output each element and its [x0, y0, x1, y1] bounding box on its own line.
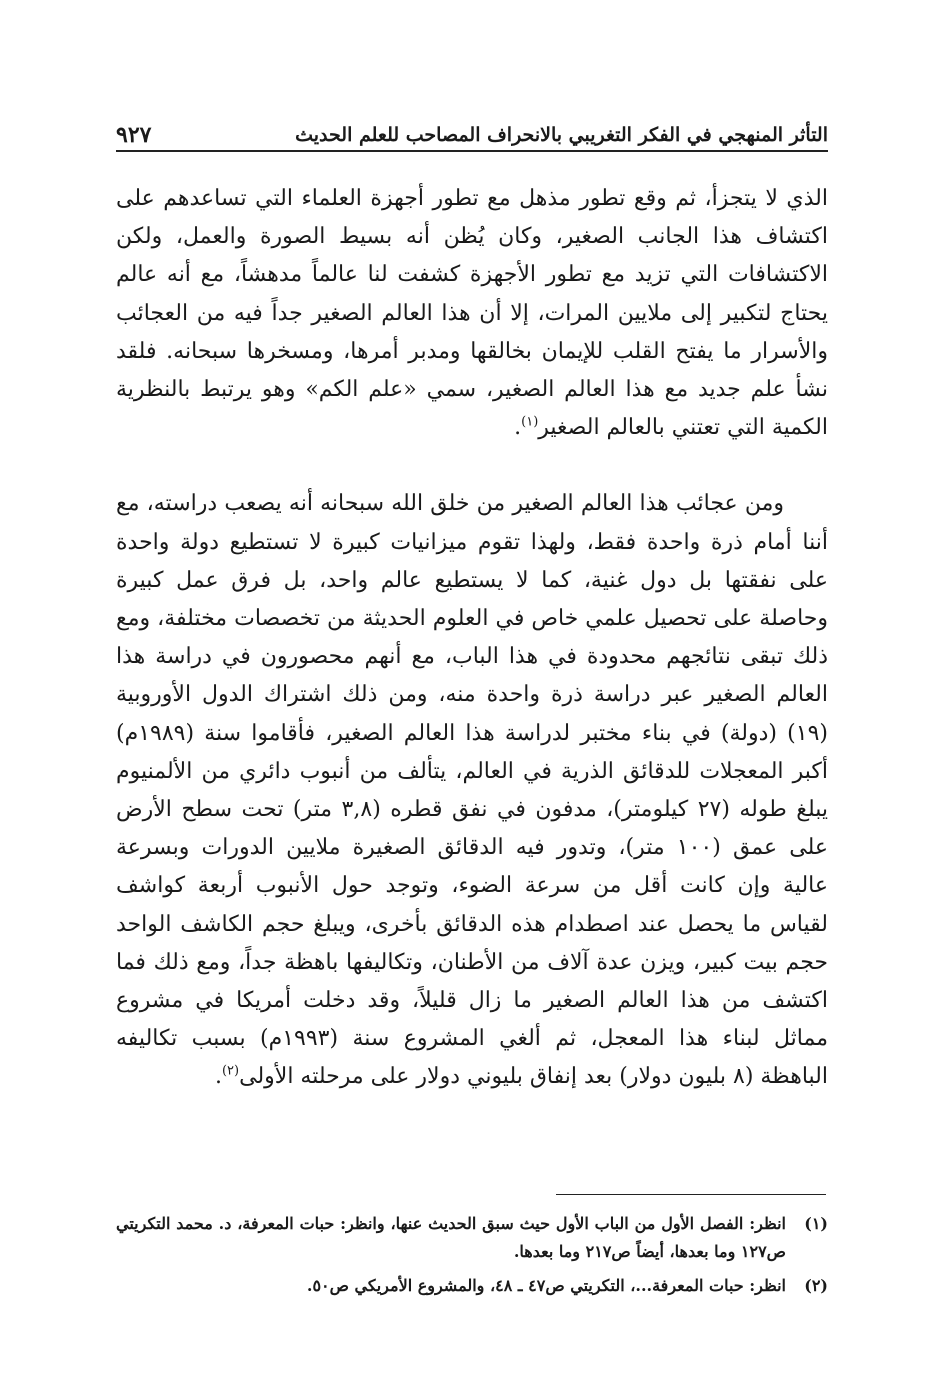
footnote-2: [116, 1272, 828, 1300]
footnote-ref-2: (٢): [221, 1064, 240, 1080]
footnote-1-number: (١): [804, 1214, 828, 1233]
paragraph-1-text: الذي لا يتجزأ، ثم وقع تطور مذهل مع تطور أجهزة العلماء التي تساعدهم على اكتشاف هذا الجانب الصغير، وكان يُظن أنه بسيط الصورة والعمل، ولكن الاكتشافات التي تزيد مع تطور الأجهزة كشفت لنا عالماً مدهشاً، مع أنه عالم يحتاج لتكبير إلى ملايين المرات، إلا أن هذا العالم الصغير جداً فيه من العجائب والأسرار ما يفتح القلب للإيمان بخالقها ومدبر أمرها، ومسخرها سبحانه. فلقد نشأ علم جديد مع هذا العالم الصغير، سمي «علم الكم» وهو يرتبط بالنظرية الكمية التي تعتني بالعالم الصغير: [116, 186, 828, 441]
footnote-1-text: انظر: الفصل الأول من الباب الأول حيث سبق الحديث عنها، وانظر: حبات المعرفة، د. محمد التكريتي ص١٢٧ وما بعدها، أيضاً ص٢١٧ وما بعدها.: [116, 1214, 786, 1261]
paragraph-1: [116, 180, 828, 447]
footnote-1: [116, 1210, 828, 1266]
paragraph-2: [116, 485, 828, 1096]
paragraph-2-end: .: [214, 1064, 222, 1090]
header-rule: [116, 150, 828, 152]
paragraph-2-text: ومن عجائب هذا العالم الصغير من خلق الله سبحانه أنه يصعب دراسته، مع أننا أمام ذرة واحدة فقط، ولهذا تقوم ميزانيات كبيرة لا تستطيع دولة واحدة على نفقتها بل دول غنية، كما لا يستطيع عالم واحد، بل فرق عمل كبيرة وحاصلة على تحصيل علمي خاص في العلوم الحديثة من تخصصات مختلفة، ومع ذلك تبقى نتائجهم محدودة في هذا الباب، مع أنهم محصورون في دراسة هذا العالم الصغير عبر دراسة ذرة واحدة منه، ومن ذلك اشتراك الدول الأوروبية (١٩) (دولة) في بناء مختبر لدراسة هذا العالم الصغير، فأقاموا سنة (١٩٨٩م) أكبر المعجلات للدقائق الذرية في العالم، يتألف من أنبوب دائري من الألمنيوم يبلغ طوله (٢٧ كيلومتر)، مدفون في نفق قطره (٣,٨ متر) تحت سطح الأرض على عمق (١٠٠ متر)، وتدور فيه الدقائق الصغيرة ملايين الدورات وبسرعة عالية وإن كانت أقل من سرعة الضوء، وتوجد حول الأنبوب أربعة كواشف لقياس ما يحصل عند اصطدام هذه الدقائق بأخرى، ويبلغ حجم الكاشف الواحد حجم بيت كبير، ويزن عدة آلاف من الأطنان، وتكاليفها باهظة جداً، ومع ذلك فما اكتشف من هذا العالم الصغير ما زال قليلاً، وقد دخلت أمريكا في مشروع مماثل لبناء هذا المعجل، ثم ألغي المشروع سنة (١٩٩٣م) بسبب تكاليفه الباهظة (٨ بليون دولار) بعد إنفاق بليوني دولار على مرحلته الأولى: [116, 491, 829, 1090]
running-head: [116, 104, 828, 150]
page-number: ٩٢٧: [116, 122, 152, 148]
footnote-2-text: انظر: حبات المعرفة...، التكريتي ص٤٧ ـ ٤٨، والمشروع الأمريكي ص٥٠.: [306, 1276, 786, 1295]
footnote-ref-1: (١): [521, 414, 539, 430]
running-title: التأثر المنهجي في الفكر التغريبي بالانحراف المصاحب للعلم الحديث: [295, 124, 828, 146]
footnotes: [116, 1210, 828, 1306]
footnote-2-number: (٢): [804, 1276, 828, 1295]
paragraph-1-end: .: [514, 415, 522, 441]
footnote-rule: [556, 1194, 826, 1195]
main-text: [116, 180, 828, 1097]
